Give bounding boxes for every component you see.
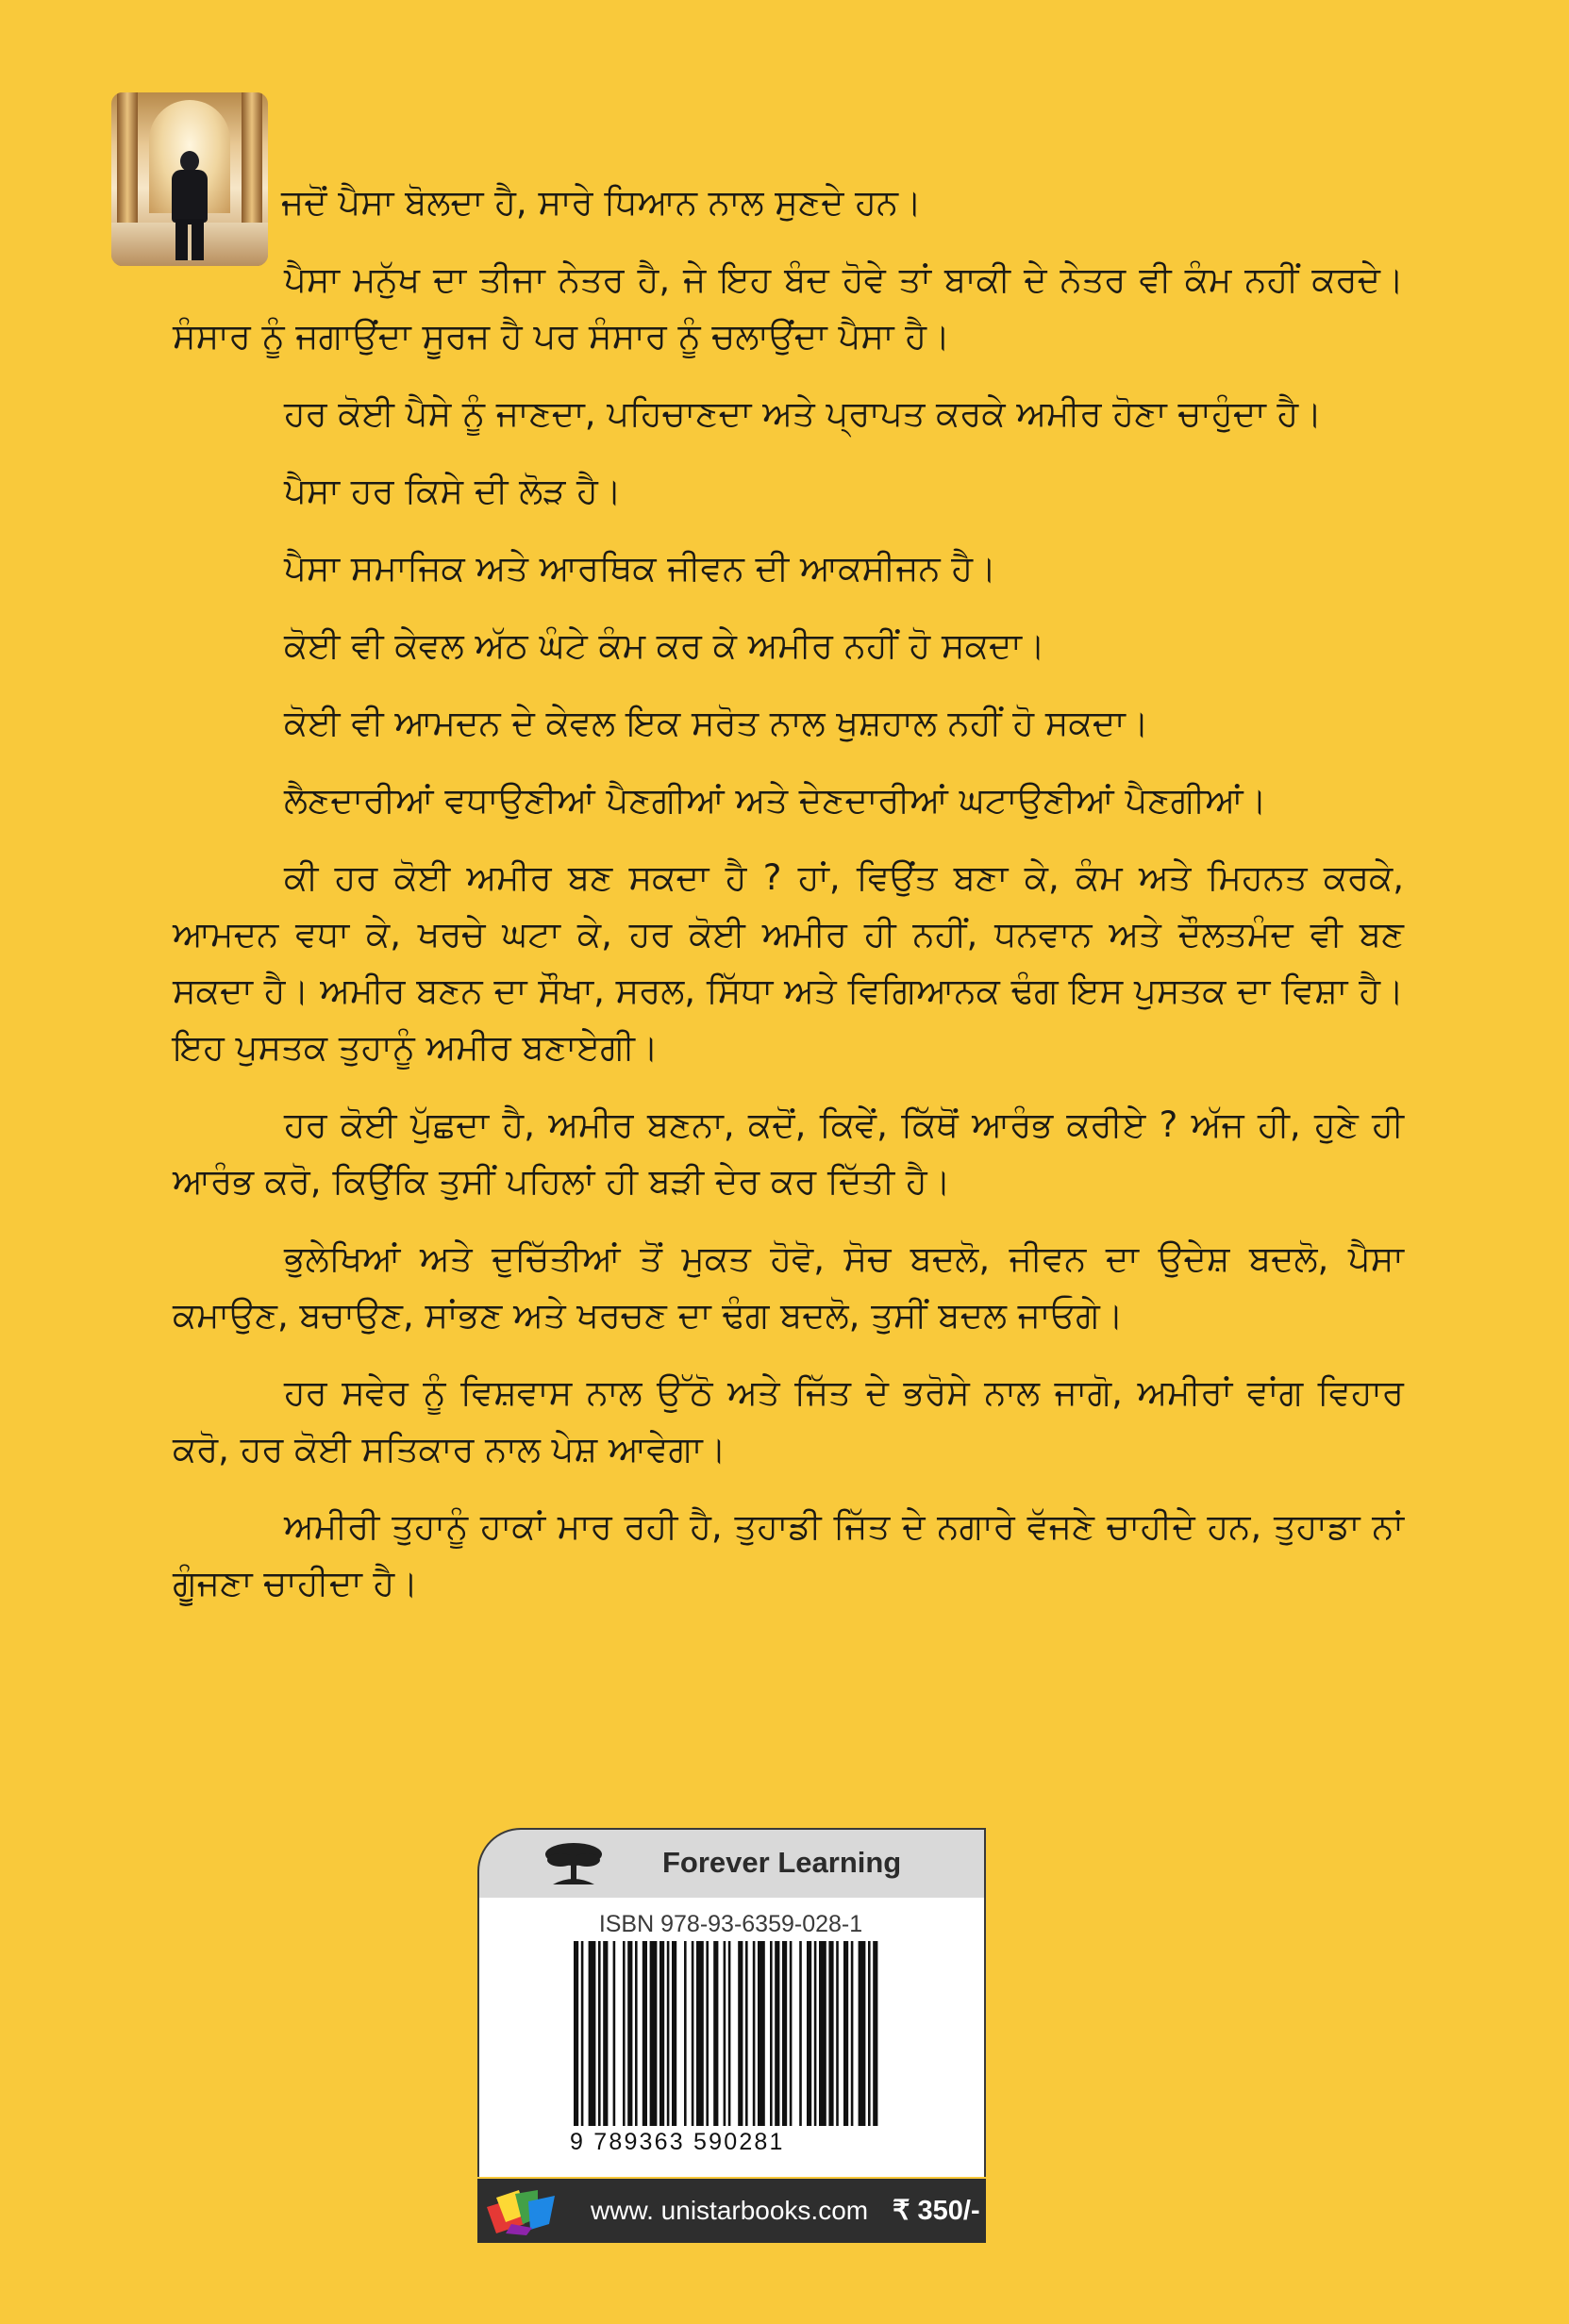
barcode-bar xyxy=(724,1941,726,2126)
paragraph: ਜਦੋਂ ਪੈਸਾ ਬੋਲਦਾ ਹੈ, ਸਾਰੇ ਧਿਆਨ ਨਾਲ ਸੁਣਦੇ ਹਨ। xyxy=(281,182,922,223)
barcode-bar xyxy=(728,1941,731,2126)
barcode-bar xyxy=(828,1941,833,2126)
barcode-bar xyxy=(843,1941,848,2126)
paragraph: ਪੈਸਾ ਮਨੁੱਖ ਦਾ ਤੀਜਾ ਨੇਤਰ ਹੈ, ਜੇ ਇਹ ਬੰਦ ਹੋਵੇ ਤਾਂ ਬਾਕੀ ਦੇ ਨੇਤਰ ਵੀ ਕੰਮ ਨਹੀਂ ਕਰਦੇ। ਸੰਸਾਰ ਨੂੰ ਜਗਾਉਂਦਾ ਸੂਰਜ ਹੈ ਪਰ ਸੰਸਾਰ ਨੂੰ ਚਲਾਉਂਦਾ ਪੈਸਾ ਹੈ। xyxy=(173,259,1404,357)
blurb-text xyxy=(173,174,1404,1633)
barcode-bar xyxy=(659,1941,664,2126)
barcode-bar xyxy=(684,1941,687,2126)
colorful-book-icon xyxy=(483,2186,566,2237)
barcode-bar xyxy=(819,1941,826,2126)
paragraph: ਹਰ ਸਵੇਰ ਨੂੰ ਵਿਸ਼ਵਾਸ ਨਾਲ ਉੱਠੋ ਅਤੇ ਜਿੱਤ ਦੇ ਭਰੋਸੇ ਨਾਲ ਜਾਗੋ, ਅਮੀਰਾਂ ਵਾਂਗ ਵਿਹਾਰ ਕਰੋ, ਹਰ ਕੋਈ ਸਤਿਕਾਰ ਨਾਲ ਪੇਸ਼ ਆਵੇਗਾ। xyxy=(173,1372,1404,1469)
barcode-bar xyxy=(672,1941,676,2126)
website-text: www. unistarbooks.com xyxy=(591,2196,869,2225)
publisher-name: Forever Learning xyxy=(662,1846,902,1879)
paragraph: ਅਮੀਰੀ ਤੁਹਾਨੂੰ ਹਾਕਾਂ ਮਾਰ ਰਹੀ ਹੈ, ਤੁਹਾਡੀ ਜਿੱਤ ਦੇ ਨਗਾਰੇ ਵੱਜਣੇ ਚਾਹੀਦੇ ਹਨ, ਤੁਹਾਡਾ ਨਾਂ ਗੂੰਜਣਾ ਚਾਹੀਦਾ ਹੈ। xyxy=(173,1506,1404,1603)
paragraph: ਕੋਈ ਵੀ ਆਮਦਨ ਦੇ ਕੇਵਲ ਇਕ ਸਰੋਤ ਨਾਲ ਖੁਸ਼ਹਾਲ ਨਹੀਂ ਹੋ ਸਕਦਾ। xyxy=(284,703,1149,743)
barcode-bar xyxy=(814,1941,817,2126)
barcode-bar xyxy=(581,1941,584,2126)
paragraph: ਕੋਈ ਵੀ ਕੇਵਲ ਅੱਠ ਘੰਟੇ ਕੰਮ ਕਰ ਕੇ ਅਮੀਰ ਨਹੀਂ ਹੋ ਸਕਦਾ। xyxy=(284,625,1045,666)
barcode-bar xyxy=(738,1941,743,2126)
barcode-bar xyxy=(589,1941,596,2126)
barcode-bar xyxy=(753,1941,756,2126)
barcode-bar xyxy=(713,1941,718,2126)
barcode-bar xyxy=(758,1941,765,2126)
barcode-bar xyxy=(782,1941,787,2126)
barcode-bar xyxy=(650,1941,658,2126)
publisher-header xyxy=(477,1828,986,1900)
barcode-bar xyxy=(836,1941,839,2126)
barcode-bar xyxy=(574,1941,578,2126)
label-footer xyxy=(477,2179,986,2243)
barcode-bar xyxy=(770,1941,773,2126)
tree-logo-icon xyxy=(543,1841,604,1888)
barcode-bar xyxy=(692,1941,694,2126)
paragraph: ਕੀ ਹਰ ਕੋਈ ਅਮੀਰ ਬਣ ਸਕਦਾ ਹੈ ? ਹਾਂ, ਵਿਉਂਤ ਬਣਾ ਕੇ, ਕੰਮ ਅਤੇ ਮਿਹਨਤ ਕਰਕੇ, ਆਮਦਨ ਵਧਾ ਕੇ, ਖਰਚੇ ਘਟਾ ਕੇ, ਹਰ ਕੋਈ ਅਮੀਰ ਹੀ ਨਹੀਂ, ਧਨਵਾਨ ਅਤੇ ਦੌਲਤਮੰਦ ਵੀ ਬਣ ਸਕਦਾ ਹੈ। ਅਮੀਰ ਬਣਨ ਦਾ ਸੌਖਾ, ਸਰਲ, ਸਿੱਧਾ ਅਤੇ ਵਿਗਿਆਨਕ ਢੰਗ ਇਸ ਪੁਸਤਕ ਦਾ ਵਿਸ਼ਾ ਹੈ। ਇਹ ਪੁਸਤਕ ਤੁਹਾਨੂੰ ਅਮੀਰ ਬਣਾਏਗੀ। xyxy=(173,857,1404,1068)
barcode-bar xyxy=(643,1941,647,2126)
barcode-bar xyxy=(603,1941,608,2126)
paragraph: ਪੈਸਾ ਹਰ ਕਿਸੇ ਦੀ ਲੋੜ ਹੈ। xyxy=(284,471,622,511)
barcode-bar xyxy=(696,1941,704,2126)
isbn-text: ISBN 978-93-6359-028-1 xyxy=(598,1911,863,1937)
barcode-bar xyxy=(868,1941,871,2126)
barcode xyxy=(572,1941,883,2130)
barcode-bar xyxy=(598,1941,601,2126)
paragraph: ਹਰ ਕੋਈ ਪੈਸੇ ਨੂੰ ਜਾਣਦਾ, ਪਹਿਚਾਣਦਾ ਅਤੇ ਪ੍ਰਾਪਤ ਕਰਕੇ ਅਮੀਰ ਹੋਣਾ ਚਾਹੁੰਦਾ ਹੈ। xyxy=(284,393,1323,434)
barcode-bar xyxy=(790,1941,793,2126)
barcode-bar xyxy=(627,1941,632,2126)
barcode-digits: 9 789363 590281 xyxy=(570,2129,881,2156)
barcode-bar xyxy=(775,1941,779,2126)
barcode-bar xyxy=(859,1941,866,2126)
barcode-bar xyxy=(623,1941,626,2126)
barcode-bar xyxy=(873,1941,877,2126)
barcode-bar xyxy=(706,1941,709,2126)
barcode-bar xyxy=(851,1941,854,2126)
paragraph: ਹਰ ਕੋਈ ਪੁੱਛਦਾ ਹੈ, ਅਮੀਰ ਬਣਨਾ, ਕਦੋਂ, ਕਿਵੇਂ, ਕਿੱਥੋਂ ਆਰੰਭ ਕਰੀਏ ? ਅੱਜ ਹੀ, ਹੁਣੇ ਹੀ ਆਰੰਭ ਕਰੋ, ਕਿਉਂਕਿ ਤੁਸੀਂ ਪਹਿਲਾਂ ਹੀ ਬੜੀ ਦੇਰ ਕਰ ਦਿੱਤੀ ਹੈ। xyxy=(173,1104,1404,1202)
paragraph: ਲੈਣਦਾਰੀਆਂ ਵਧਾਉਣੀਆਂ ਪੈਣਗੀਆਂ ਅਤੇ ਦੇਣਦਾਰੀਆਂ ਘਟਾਉਣੀਆਂ ਪੈਣਗੀਆਂ। xyxy=(284,780,1267,821)
barcode-label xyxy=(477,1828,984,2243)
price-text: ₹ 350/- xyxy=(893,2196,980,2226)
barcode-bar xyxy=(667,1941,670,2126)
barcode-bar xyxy=(807,1941,811,2126)
barcode-bar xyxy=(613,1941,616,2126)
barcode-bar xyxy=(745,1941,748,2126)
paragraph: ਪੈਸਾ ਸਮਾਜਿਕ ਅਤੇ ਆਰਥਿਕ ਜੀਵਨ ਦੀ ਆਕਸੀਜਨ ਹੈ। xyxy=(284,548,997,589)
barcode-bar xyxy=(799,1941,802,2126)
barcode-bar xyxy=(635,1941,638,2126)
paragraph: ਭੁਲੇਖਿਆਂ ਅਤੇ ਦੁਚਿੱਤੀਆਂ ਤੋਂ ਮੁਕਤ ਹੋਵੋ, ਸੋਚ ਬਦਲੋ, ਜੀਵਨ ਦਾ ਉਦੇਸ਼ ਬਦਲੋ, ਪੈਸਾ ਕਮਾਉਣ, ਬਚਾਉਣ, ਸਾਂਭਣ ਅਤੇ ਖਰਚਣ ਦਾ ਢੰਗ ਬਦਲੋ, ਤੁਸੀਂ ਬਦਲ ਜਾਓਗੇ। xyxy=(173,1238,1404,1336)
